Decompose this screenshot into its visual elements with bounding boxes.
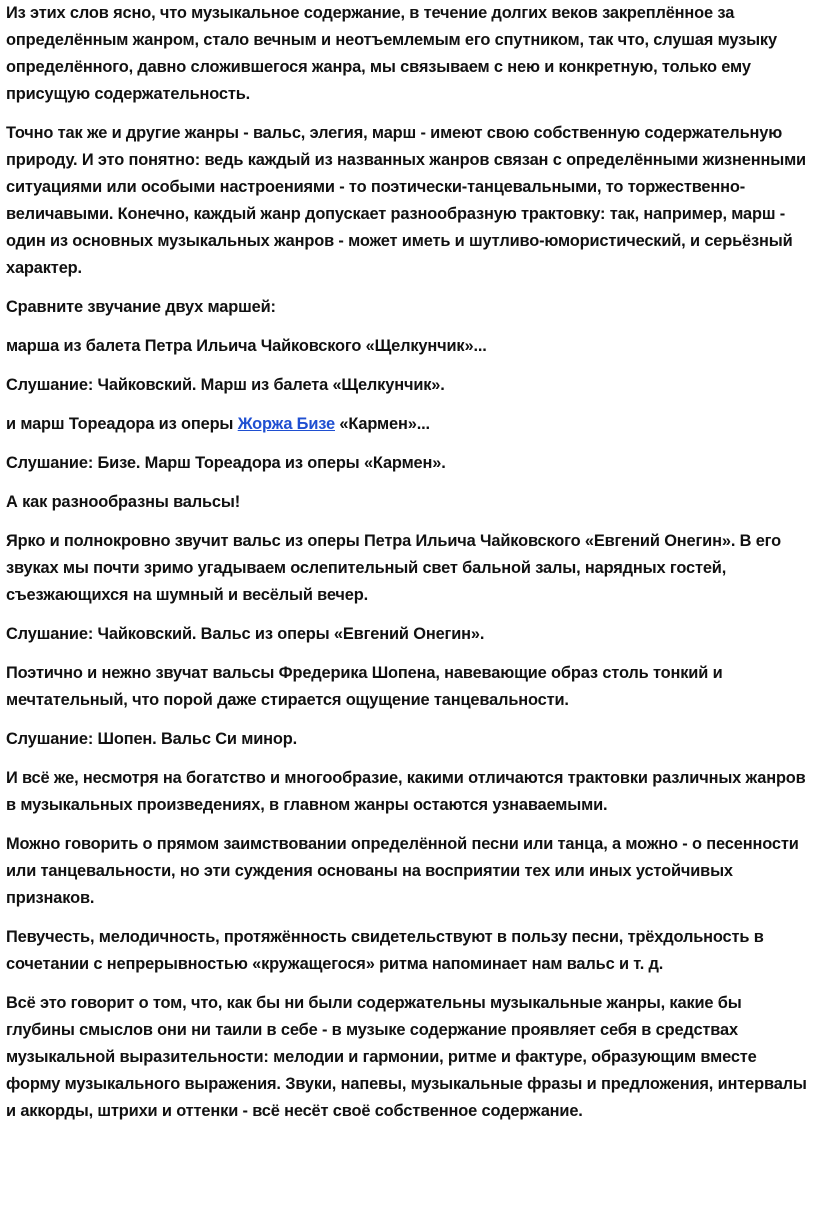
paragraph-6-text-before: и марш Тореадора из оперы (6, 415, 238, 433)
paragraph-6 (6, 411, 812, 438)
paragraph-7: Слушание: Бизе. Марш Тореадора из оперы «Кармен». (6, 454, 446, 472)
paragraph-8: А как разнообразны вальсы! (6, 493, 241, 511)
paragraph-5: Слушание: Чайковский. Марш из балета «Щелкунчик». (6, 376, 445, 394)
paragraph-6-text-after: «Кармен»... (335, 415, 430, 433)
paragraph-13: И всё же, несмотря на богатство и многообразие, какими отличаются трактовки различных жанров в музыкальных произведениях, в главном жанры остаются узнаваемыми. (6, 769, 806, 814)
paragraph-10: Слушание: Чайковский. Вальс из оперы «Евгений Онегин». (6, 625, 485, 643)
paragraph-2: Точно так же и другие жанры - вальс, элегия, марш - имеют свою собственную содержательную природу. И это понятно: ведь каждый из названных жанров связан с определёнными жизненными ситуациями или особыми настроениями - то поэтически-танцевальными, то торжественно-величавыми. Конечно, каждый жанр допускает разнообразную трактовку: так, например, марш - один из основных музыкальных жанров - может иметь и шутливо-юмористический, и серьёзный характер. (6, 124, 806, 277)
paragraph-11: Поэтично и нежно звучат вальсы Фредерика Шопена, навевающие образ столь тонкий и мечтательный, что порой даже стирается ощущение танцевальности. (6, 664, 723, 709)
paragraph-3: Сравните звучание двух маршей: (6, 298, 276, 316)
paragraph-16: Всё это говорит о том, что, как бы ни были содержательны музыкальные жанры, какие бы глубины смыслов они ни таили в себе - в музыке содержание проявляет себя в средствах музыкальной выразительности: мелодии и гармонии, ритме и фактуре, образующим вместе форму музыкального выражения. Звуки, напевы, музыкальные фразы и предложения, интервалы и аккорды, штрихи и оттенки - всё несёт своё собственное содержание. (6, 994, 807, 1120)
paragraph-12: Слушание: Шопен. Вальс Си минор. (6, 730, 297, 748)
paragraph-9: Ярко и полнокровно звучит вальс из оперы Петра Ильича Чайковского «Евгений Онегин». В его звуках мы почти зримо угадываем ослепительный свет бальной залы, нарядных гостей, съезжающихся на шумный и весёлый вечер. (6, 532, 782, 604)
paragraph-15: Певучесть, мелодичность, протяжённость свидетельствуют в пользу песни, трёхдольность в сочетании с непрерывностью «кружащегося» ритма напоминает нам вальс и т. д. (6, 928, 764, 973)
bizet-link[interactable]: Жоржа Бизе (237, 415, 335, 433)
paragraph-1: Из этих слов ясно, что музыкальное содержание, в течение долгих веков закреплённое за определённым жанром, стало вечным и неотъемлемым его спутником, так что, слушая музыку определённого, давно сложившегося жанра, мы связываем с нею и конкретную, только ему присущую содержательность. (6, 4, 777, 103)
paragraph-4: марша из балета Петра Ильича Чайковского «Щелкунчик»... (6, 337, 487, 355)
paragraph-14: Можно говорить о прямом заимствовании определённой песни или танца, а можно - о песенности или танцевальности, но эти суждения основаны на восприятии тех или иных устойчивых признаков. (6, 835, 799, 907)
